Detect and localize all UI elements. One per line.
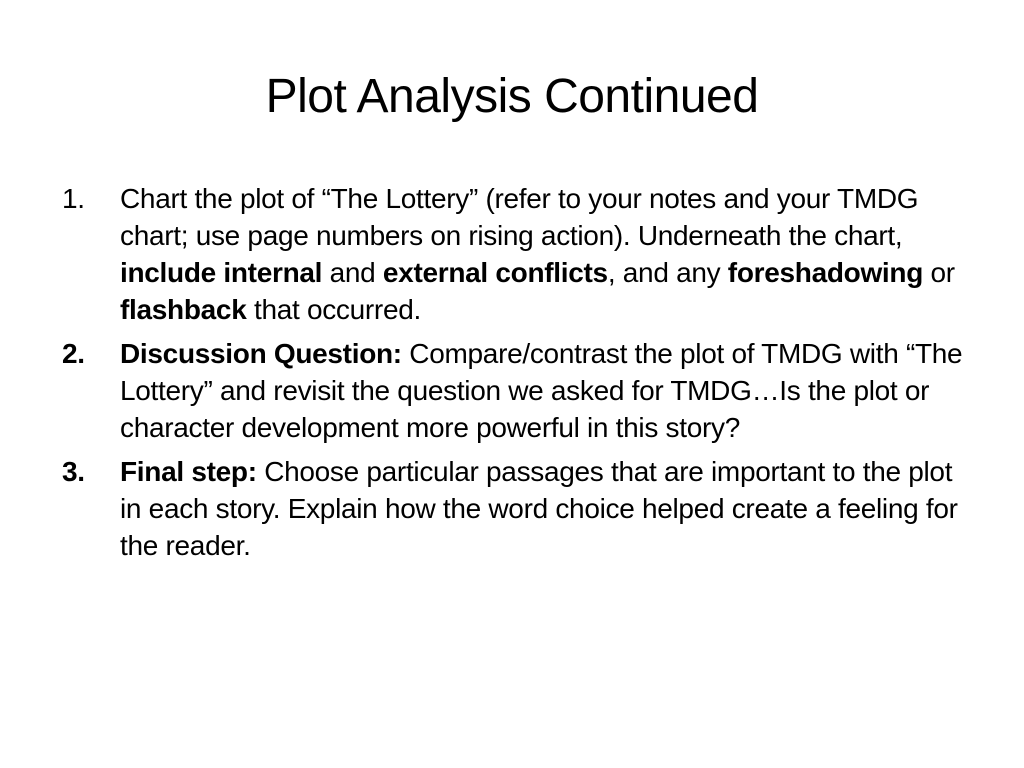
list-item-2 xyxy=(0,335,1024,446)
item-text: Chart the plot of “The Lottery” (refer to your notes and your TMDG chart; use page numbers on rising action). Underneath the chart, xyxy=(120,183,919,251)
list-number: 2. xyxy=(62,338,85,369)
emphasis-text: flashback xyxy=(120,294,247,325)
item-text: Choose particular passages that are important to the plot in each story. Explain how the word choice helped create a feeling for the reader. xyxy=(120,456,958,561)
item-text: , and any xyxy=(607,257,728,288)
list-item-1 xyxy=(0,180,1024,328)
emphasis-text: external conflicts xyxy=(382,257,608,288)
list-item-3 xyxy=(0,453,1024,564)
list-number: 3. xyxy=(62,456,85,487)
item-text: or xyxy=(923,257,955,288)
item-text: and xyxy=(322,257,383,288)
emphasis-text: include internal xyxy=(120,257,323,288)
list-number: 1. xyxy=(62,183,85,214)
emphasis-text: Discussion Question: xyxy=(120,338,402,369)
numbered-list xyxy=(0,180,1024,571)
slide-title: Plot Analysis Continued xyxy=(265,70,759,123)
emphasis-text: foreshadowing xyxy=(727,257,924,288)
item-text: Compare/contrast the plot of TMDG with “The Lottery” and revisit the question we asked for TMDG…Is the plot or character development more powerful in this story? xyxy=(120,338,963,443)
item-text: that occurred. xyxy=(246,294,421,325)
emphasis-text: Final step: xyxy=(120,456,257,487)
